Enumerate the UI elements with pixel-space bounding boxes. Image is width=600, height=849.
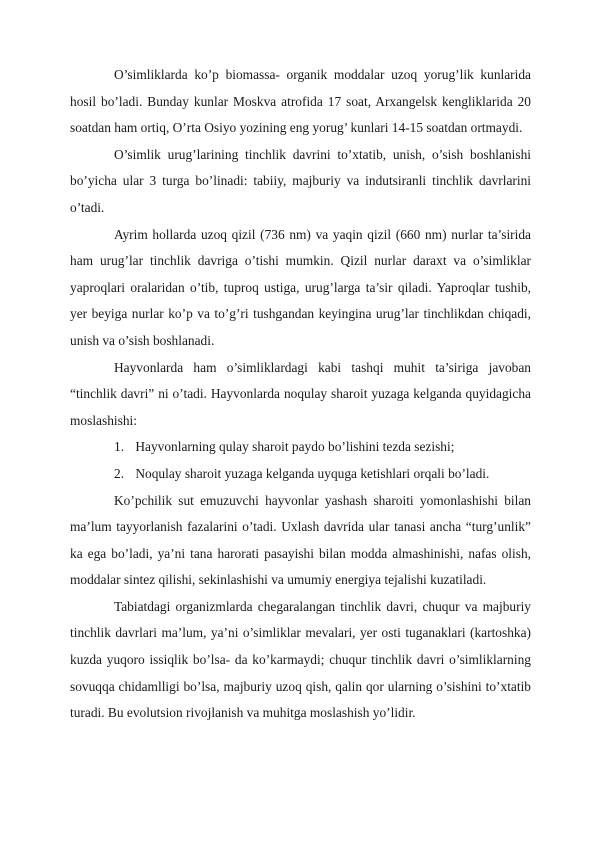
list-item-text: Noqulay sharoit yuzaga kelganda uyquga ketishlari orqali bo’ladi. <box>135 465 490 481</box>
paragraph-mammal-hibernation: Ko’pchilik sut emuzuvchi hayvonlar yashash sharoiti yomonlashishi bilan ma’lum tayyorlanish fazalarini o’tadi. Uxlash davrida ular tanasi ancha “turg’unlik” ka ega bo’ladi, ya’ni tana harorati pasayishi bilan modda almashinishi, nafas olish, moddalar sintez qilishi, sekinlashishi va umumiy energiya tejalishi kuzatiladi. <box>70 492 531 588</box>
adaptation-list <box>70 434 531 487</box>
list-item <box>70 434 531 461</box>
list-item-number: 2. <box>114 465 125 481</box>
paragraph-biomass: O’simliklarda ko’p biomassa- organik moddalar uzoq yorug’lik kunlarida hosil bo’ladi. Bunday kunlar Moskva atrofida 17 soat, Arxangelsk kengliklarida 20 soatdan ham ortiq, O’rta Osiyo yozining eng yorug’ kunlari 14-15 soatdan ortmaydi. <box>70 67 531 136</box>
paragraph-dormancy-evolution: Tabiatdagi organizmlarda chegaralangan tinchlik davri, chuqur va majburiy tinchlik davrlari ma’lum, ya’ni o’simliklar mevalari, yer osti tuganaklari (kartoshka) kuzda yuqoro issiqlik bo’lsa- da ko’karmaydi; chuqur tinchlik davri o’simliklarning sovuqqa chidamlligi bo’lsa, majburiy uzoq qish, qalin qor ularning o’sishini to’xtatib turadi. Bu evolutsion rivojlanish va muhitga moslashish yo’lidir. <box>70 598 531 721</box>
list-item-number: 1. <box>114 439 125 455</box>
list-item-text: Hayvonlarning qulay sharoit paydo bo’lishini tezda sezishi; <box>135 439 455 455</box>
paragraph-seed-dormancy-types: O’simlik urug’larining tinchlik davrini to’xtatib, unish, o’sish boshlanishi bo’yicha ular 3 turga bo’linadi: tabiiy, majburiy va indutsiranli tinchlik davrlarini o’tadi. <box>70 146 531 215</box>
paragraph-animal-dormancy: Hayvonlarda ham o’simliklardagi kabi tashqi muhit ta’siriga javoban “tinchlik davri” ni o’tadi. Hayvonlarda noqulay sharoit yuzaga kelganda quyidagicha moslashishi: <box>70 359 531 428</box>
paragraph-red-light: Ayrim hollarda uzoq qizil (736 nm) va yaqin qizil (660 nm) nurlar ta’sirida ham urug’lar tinchlik davriga o’tishi mumkin. Qizil nurlar daraxt va o’simliklar yaproqlari oralaridan o’tib, tuproq ustiga, urug’larga ta’sir qiladi. Yaproqlar tushib, yer beyiga nurlar ko’p va to’g’ri tushgandan keyingina urug’lar tinchlikdan chiqadi, unish va o’sish boshlanadi. <box>70 226 531 348</box>
list-item <box>70 461 531 488</box>
document-page <box>70 62 531 727</box>
